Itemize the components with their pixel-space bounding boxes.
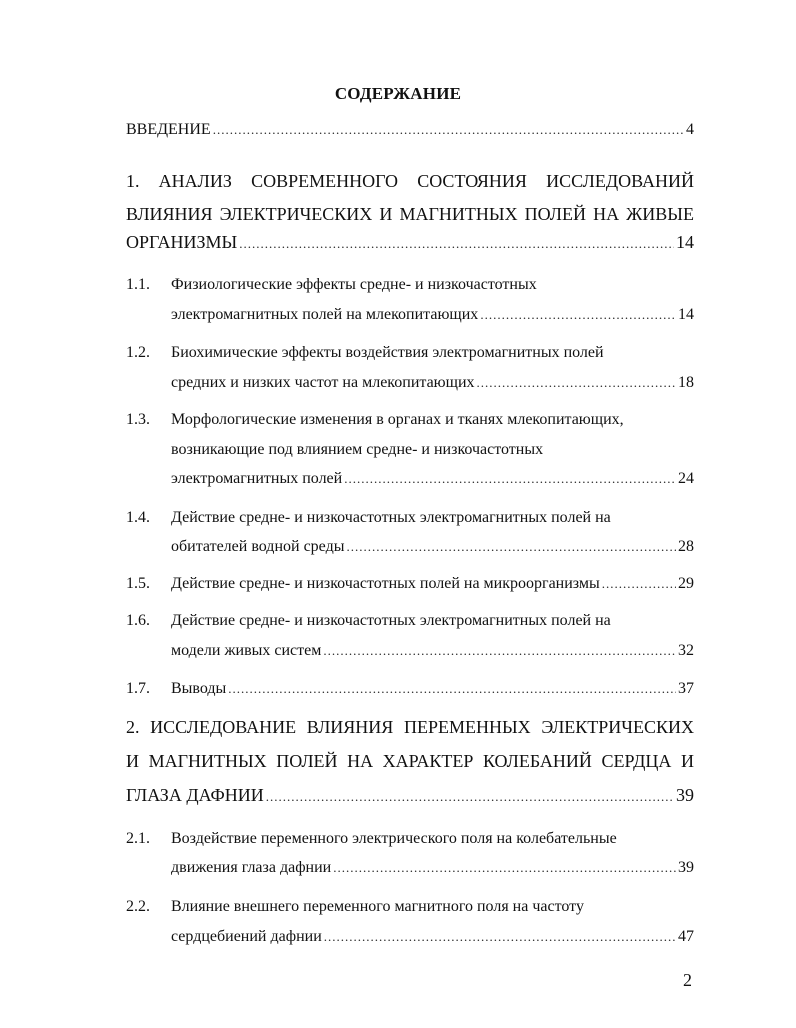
chapter1-title-line2: ВЛИЯНИЯ ЭЛЕКТРИЧЕСКИХ И МАГНИТНЫХ ПОЛЕЙ НА ЖИВЫЕ xyxy=(126,204,694,224)
section-title-line1: Воздействие переменного электрического поля на колебательные xyxy=(171,830,617,847)
leader-dots xyxy=(324,923,676,951)
section-number: 1.7. xyxy=(126,680,150,697)
section-number: 1.4. xyxy=(126,509,150,526)
section-title-line3: электромагнитных полей xyxy=(171,465,342,493)
section-title-line2: модели живых систем xyxy=(171,637,321,665)
section-title-line1: Действие средне- и низкочастотных полей на микроорганизмы xyxy=(171,570,600,598)
toc-page-number: 14 xyxy=(678,306,694,323)
toc-page-number: 29 xyxy=(678,575,694,592)
toc-entry-1-6 xyxy=(171,637,694,665)
toc-entry-2-2 xyxy=(171,923,694,951)
toc-page-number: 37 xyxy=(678,680,694,697)
section-title-line2: средних и низких частот на млекопитающих xyxy=(171,369,475,397)
section-title-line2: движения глаза дафнии xyxy=(171,854,331,882)
leader-dots xyxy=(239,228,674,256)
toc-page-number: 39 xyxy=(676,785,694,805)
section-number: 1.6. xyxy=(126,612,150,629)
section-number: 1.3. xyxy=(126,411,150,428)
section-title-line2: электромагнитных полей на млекопитающих xyxy=(171,301,478,329)
toc-entry-1-1 xyxy=(171,301,694,329)
section-title-line2: обитателей водной среды xyxy=(171,533,344,561)
section-title-line2: возникающие под влиянием средне- и низкочастотных xyxy=(171,441,544,458)
section-title-line1: Действие средне- и низкочастотных электромагнитных полей на xyxy=(171,612,611,629)
section-number: 1.2. xyxy=(126,344,150,361)
section-title-line1: Биохимические эффекты воздействия электромагнитных полей xyxy=(171,344,604,361)
toc-entry-1-5 xyxy=(171,570,694,598)
chapter2-title-line2: И МАГНИТНЫХ ПОЛЕЙ НА ХАРАКТЕР КОЛЕБАНИЙ СЕРДЦА И xyxy=(126,751,694,771)
leader-dots xyxy=(213,116,684,144)
toc-entry-1-3 xyxy=(171,465,694,493)
page-number: 2 xyxy=(683,970,692,990)
toc-entry-1-4 xyxy=(171,533,694,561)
toc-entry-1-2 xyxy=(171,369,694,397)
section-number: 2.2. xyxy=(126,898,150,915)
toc-page-number: 32 xyxy=(678,642,694,659)
leader-dots xyxy=(266,781,674,809)
chapter1-title-line1: 1. АНАЛИЗ СОВРЕМЕННОГО СОСТОЯНИЯ ИССЛЕДОВАНИЙ xyxy=(126,171,694,191)
leader-dots xyxy=(602,570,676,598)
toc-page-number: 24 xyxy=(678,470,694,487)
toc-entry-label: ВВЕДЕНИЕ xyxy=(126,116,211,144)
toc-entry-chapter2 xyxy=(126,781,694,809)
leader-dots xyxy=(480,301,676,329)
section-title-line1: Выводы xyxy=(171,675,226,703)
leader-dots xyxy=(228,675,676,703)
section-number: 2.1. xyxy=(126,830,150,847)
section-number: 1.1. xyxy=(126,276,150,293)
leader-dots xyxy=(323,637,676,665)
toc-entry-chapter1 xyxy=(126,228,694,256)
leader-dots xyxy=(346,533,676,561)
leader-dots xyxy=(333,854,676,882)
toc-page-number: 4 xyxy=(686,121,694,138)
toc-page-number: 47 xyxy=(678,928,694,945)
toc-page-number: 39 xyxy=(678,859,694,876)
toc-page-number: 28 xyxy=(678,538,694,555)
chapter2-title-line1: 2. ИССЛЕДОВАНИЕ ВЛИЯНИЯ ПЕРЕМЕННЫХ ЭЛЕКТРИЧЕСКИХ xyxy=(126,717,694,737)
leader-dots xyxy=(477,369,677,397)
section-title-line1: Влияние внешнего переменного магнитного поля на частоту xyxy=(171,898,584,915)
section-title-line2: сердцебиений дафнии xyxy=(171,923,322,951)
section-title-line1: Физиологические эффекты средне- и низкочастотных xyxy=(171,276,537,293)
toc-entry-1-7 xyxy=(171,675,694,703)
section-title-line1: Морфологические изменения в органах и тканях млекопитающих, xyxy=(171,411,624,428)
chapter1-title-line3: ОРГАНИЗМЫ xyxy=(126,228,237,256)
toc-page-number: 18 xyxy=(678,374,694,391)
section-title-line1: Действие средне- и низкочастотных электромагнитных полей на xyxy=(171,509,611,526)
leader-dots xyxy=(344,465,676,493)
chapter2-title-line3: ГЛАЗА ДАФНИИ xyxy=(126,781,264,809)
toc-entry-2-1 xyxy=(171,854,694,882)
section-number: 1.5. xyxy=(126,575,150,592)
toc-title: СОДЕРЖАНИЕ xyxy=(334,84,462,103)
toc-page-number: 14 xyxy=(676,232,694,252)
toc-entry-intro xyxy=(126,116,694,144)
